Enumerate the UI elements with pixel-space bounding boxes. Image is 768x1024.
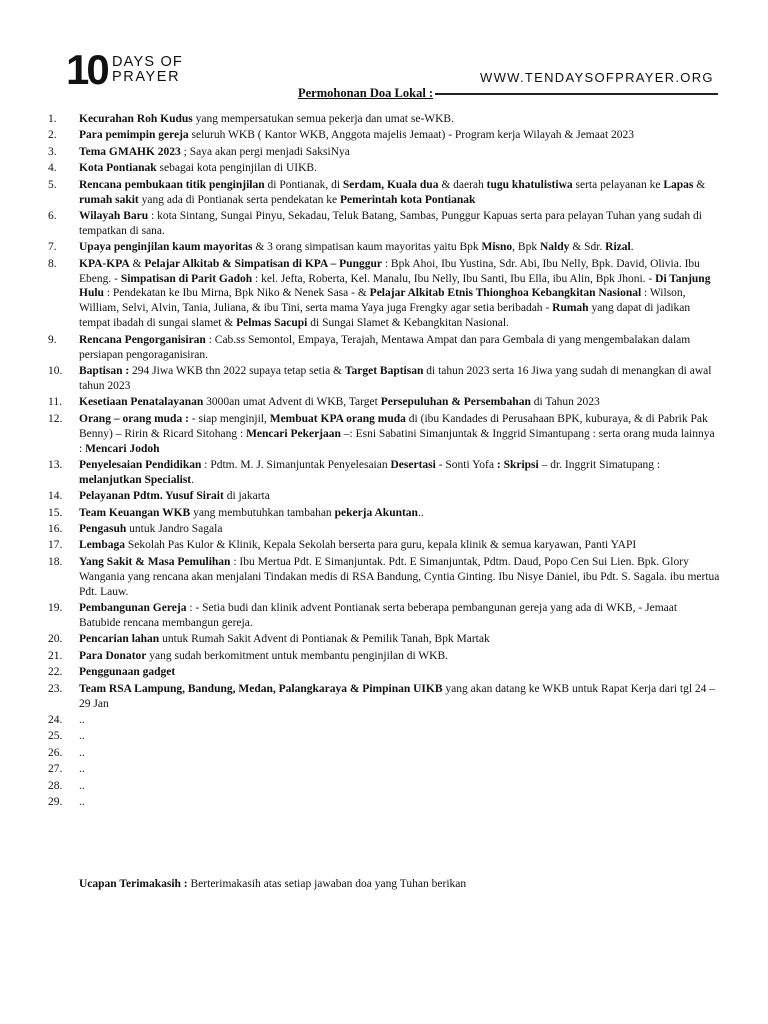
item-bold-text: Pembangunan Gereja: [79, 602, 187, 615]
item-text: di Sungai Slamet & Kebangkitan Nasional.: [307, 317, 509, 330]
prayer-item: [48, 257, 720, 332]
item-bold-text: pekerja Akuntan: [334, 506, 418, 519]
item-text: sebagai kota penginjilan di UIKB.: [156, 162, 317, 175]
document-title: Permohonan Doa Lokal :: [298, 86, 434, 100]
item-text: &: [693, 178, 706, 191]
item-bold-text: Target Baptisan: [344, 365, 424, 377]
item-number: 18.: [48, 555, 63, 568]
item-number: 26.: [48, 746, 63, 759]
item-bold-text: Pengasuh: [79, 523, 127, 536]
item-bold-text: Membuat KPA orang muda: [269, 412, 406, 425]
item-bold-text: Misno: [481, 241, 513, 254]
item-number: 5.: [48, 178, 57, 191]
item-text: yang sudah berkomitment untuk membantu penginjilan di WKB.: [146, 649, 449, 662]
item-bold-text: Kecurahan Roh Kudus: [79, 113, 193, 125]
item-bold-text: : Skripsi: [496, 458, 539, 471]
item-number: 24.: [48, 713, 63, 726]
item-bold-text: Rencana pembukaan titik penginjilan: [79, 178, 265, 191]
item-bold-text: Tema GMAHK 2023: [79, 145, 181, 158]
item-bold-text: melanjutkan Specialist: [79, 473, 192, 486]
item-number: 19.: [48, 602, 63, 615]
item-text: .: [630, 241, 634, 254]
item-bold-text: Pelayanan Pdtm. Yusuf Sirait: [79, 490, 224, 503]
item-bold-text: Penyelesaian Pendidikan: [79, 458, 202, 471]
item-text: ; Saya akan pergi menjadi SaksiNya: [180, 145, 350, 158]
item-number: 14.: [48, 490, 63, 503]
closing-note: [79, 877, 466, 892]
item-text: : Pendekatan ke Ibu Mirna, Bpk Niko & Nenek Sasa - &: [103, 287, 370, 300]
item-bold-text: Pelajar Alkitab & Simpatisan di KPA – Punggur: [144, 257, 382, 270]
item-number: 7.: [48, 241, 57, 254]
prayer-item: [48, 161, 720, 176]
item-bold-text: Pelmas Sacupi: [236, 317, 308, 330]
logo-line-1: DAYS OF: [112, 54, 183, 70]
item-text: : Wilson, William, Selvi, Alvin, Tania, Juliana, & ibu Tini, serta mama Yaya juga Frengky agar setia beribadah -: [79, 287, 686, 315]
item-text: di jakarta: [223, 490, 270, 503]
item-text: di tahun 2023 serta 16 Jiwa yang sudah di menangkan di awal tahun 2023: [79, 365, 712, 392]
item-text: : kota Sintang, Sungai Pinyu, Sekadau, Teluk Batang, Sambas, Punggur Kapuas serta para pelayan Tuhan yang sudah di tempatkan di sana.: [79, 209, 702, 237]
item-text: , Bpk: [512, 241, 540, 254]
item-text: - siap menginjil,: [188, 412, 270, 425]
item-number: 27.: [48, 763, 63, 776]
item-number: 21.: [48, 649, 63, 662]
prayer-item: [48, 762, 720, 777]
item-bold-text: Upaya penginjilan kaum mayoritas: [79, 241, 253, 254]
item-bold-text: Lapas: [663, 178, 694, 191]
prayer-item: [48, 458, 720, 488]
item-text: 3000an umat Advent di WKB, Target: [203, 396, 381, 409]
item-bold-text: Pemerintah kota Pontianak: [339, 193, 476, 206]
item-bold-text: rumah sakit: [79, 193, 139, 206]
prayer-item: [48, 665, 720, 680]
prayer-item: [48, 240, 720, 255]
prayer-item: [48, 395, 720, 410]
item-text: : - Setia budi dan klinik advent Pontianak serta beberapa pembangunan gereja yang ada di WKB, - Jemaat Batubide rencana membangun gereja.: [79, 602, 678, 629]
item-text: untuk Rumah Sakit Advent di Pontianak & Pemilik Tanah, Bpk Martak: [159, 633, 490, 646]
item-number: 23.: [48, 682, 63, 695]
item-text: : kel. Jefta, Roberta, Kel. Manalu, Ibu Nelly, Ibu Santi, Ibu Ella, ibu Alin, Bpk Jhoni. -: [252, 272, 656, 285]
item-number: 17.: [48, 539, 63, 552]
item-bold-text: Baptisan :: [79, 365, 130, 377]
item-text: yang dapat di jadikan tempat ibadah di sungai slamet &: [79, 302, 691, 330]
prayer-item: [48, 682, 720, 712]
prayer-item: [48, 649, 720, 664]
item-number: 11.: [48, 396, 62, 409]
item-number: 2.: [48, 129, 57, 142]
item-text: ..: [79, 779, 85, 792]
item-text: di Tahun 2023: [530, 396, 600, 409]
item-bold-text: Rumah: [552, 302, 589, 315]
prayer-item: [48, 128, 720, 143]
item-text: : Bpk Ahoi, Ibu Yustina, Sdr. Abi, Ibu Nelly, Bpk. David, Olivia. Ibu Ebeng. -: [79, 257, 700, 285]
item-number: 22.: [48, 666, 63, 679]
item-text: –: Esni Sabatini Simanjuntak & Inggrid Simantupang : serta orang muda lainnya :: [79, 427, 715, 455]
item-bold-text: Orang – orang muda :: [79, 412, 189, 425]
item-text: &: [129, 257, 145, 270]
item-text: yang ada di Pontianak serta pendekatan ke: [138, 193, 340, 206]
prayer-item: [48, 412, 720, 457]
item-number: 4.: [48, 162, 57, 175]
prayer-item: [48, 333, 720, 363]
prayer-item: [48, 145, 720, 160]
item-number: 9.: [48, 333, 57, 346]
item-number: 20.: [48, 633, 63, 646]
item-number: 28.: [48, 779, 63, 792]
item-text: seluruh WKB ( Kantor WKB, Anggota majelis Jemaat) - Program kerja Wilayah & Jemaat 2023: [188, 129, 635, 142]
prayer-item: [48, 601, 720, 631]
item-text: ..: [79, 730, 85, 743]
item-bold-text: tugu khatulistiwa: [486, 178, 573, 191]
logo-line-2: PRAYER: [112, 69, 181, 85]
website-url: WWW.TENDAYSOFPRAYER.ORG: [480, 70, 714, 85]
item-number: 13.: [48, 458, 63, 471]
item-text: Sekolah Pas Kulor & Klinik, Kepala Sekolah berserta para guru, kepala klinik & semua karyawan, Panti YAPI: [125, 539, 637, 552]
prayer-item: [48, 632, 720, 647]
item-text: untuk Jandro Sagala: [126, 523, 223, 536]
prayer-item: [48, 779, 720, 794]
item-text: yang mempersatukan semua pekerja dan umat se-WKB.: [192, 113, 454, 125]
prayer-item: [48, 555, 720, 600]
item-bold-text: Kota Pontianak: [79, 162, 157, 175]
item-number: 16.: [48, 523, 63, 536]
item-bold-text: Rizal: [605, 241, 631, 254]
prayer-item: [48, 364, 720, 394]
prayer-item: [48, 746, 720, 761]
item-bold-text: Team Keuangan WKB: [79, 506, 191, 519]
item-text: & daerah: [438, 178, 487, 191]
item-number: 6.: [48, 209, 57, 222]
item-bold-text: Para Donator: [79, 649, 147, 662]
item-number: 12.: [48, 412, 63, 425]
item-text: ..: [417, 506, 424, 519]
item-number: 15.: [48, 506, 63, 519]
item-bold-text: KPA-KPA: [79, 257, 130, 270]
item-text: : Cab.ss Semontol, Empaya, Terajah, Mentawa Ampat dan para Gembala di yang mengembalakan dalam persiapan pengoraganisiran.: [79, 333, 691, 361]
item-bold-text: Pelajar Alkitab Etnis Thionghoa Kebangkitan Nasional: [369, 287, 642, 300]
item-text: di (ibu Kandades di Perusahaan BPK, kuburaya, & di Pabrik Pak Benny) – Ririn & Ricard Sitohang :: [79, 412, 708, 440]
item-text: yang membutuhkan tambahan: [190, 506, 335, 519]
item-text: ..: [79, 746, 85, 759]
item-bold-text: Wilayah Baru: [79, 209, 149, 222]
item-bold-text: Simpatisan di Parit Gadoh: [120, 272, 253, 285]
item-bold-text: Naldy: [539, 241, 570, 254]
item-number: 10.: [48, 365, 63, 377]
item-number: 29.: [48, 795, 63, 808]
item-bold-text: Mencari Pekerjaan: [246, 427, 341, 440]
prayer-item: [48, 489, 720, 504]
prayer-request-list: [48, 112, 720, 811]
item-bold-text: Mencari Jodoh: [85, 442, 160, 455]
item-bold-text: Para pemimpin gereja: [79, 129, 189, 142]
item-number: 1.: [48, 113, 57, 125]
prayer-item: [48, 506, 720, 521]
item-bold-text: Pencarian lahan: [79, 633, 160, 646]
item-text: ..: [79, 713, 85, 726]
prayer-item: [48, 729, 720, 744]
prayer-item: [48, 209, 720, 239]
item-bold-text: Rencana Pengorganisiran: [79, 333, 206, 346]
item-text: & 3 orang simpatisan kaum mayoritas yaitu Bpk: [252, 241, 482, 254]
item-number: 8.: [48, 257, 57, 270]
item-text: ..: [79, 795, 85, 808]
item-text: & Sdr.: [569, 241, 606, 254]
item-number: 25.: [48, 730, 63, 743]
closing-label: Ucapan Terimakasih :: [79, 878, 188, 890]
item-number: 3.: [48, 145, 57, 158]
item-bold-text: Penggunaan gadget: [79, 666, 176, 679]
item-text: - Sonti Yofa: [435, 458, 497, 471]
item-text: ..: [79, 763, 85, 776]
item-text: serta pelayanan ke: [572, 178, 664, 191]
logo-number: 10: [66, 46, 107, 93]
prayer-item: [48, 713, 720, 728]
page-header: [0, 0, 768, 100]
prayer-item: [48, 522, 720, 537]
item-bold-text: Persepuluhan & Persembahan: [380, 396, 531, 409]
item-text: – dr. Inggrit Simatupang :: [538, 458, 661, 471]
item-bold-text: Kesetiaan Penatalayanan: [79, 396, 204, 409]
item-text: : Pdtm. M. J. Simanjuntak Penyelesaian: [201, 458, 391, 471]
item-bold-text: Di Tanjung Hulu: [79, 272, 711, 300]
prayer-item: [48, 795, 720, 810]
item-bold-text: Lembaga: [79, 539, 125, 552]
item-bold-text: Desertasi: [390, 458, 436, 471]
item-text: yang akan datang ke WKB untuk Rapat Kerja dari tgl 24 – 29 Jan: [79, 682, 716, 710]
item-text: di Pontianak, di: [264, 178, 343, 191]
item-bold-text: Serdam, Kuala dua: [342, 178, 439, 191]
item-bold-text: Team RSA Lampung, Bandung, Medan, Palangkaraya & Pimpinan UIKB: [79, 682, 443, 695]
prayer-item: [48, 112, 720, 127]
item-text: : Ibu Mertua Pdt. E Simanjuntak. Pdt. E Simanjuntak, Pdtm. Daud, Popo Cen Sui Lien. Bpk. Glory Wangania yang rencana akan menjalani Tindakan medis di RSA Bandung, Cyntia Ginting. Ibu Nisye Daniel, ibu Pdt. S. Sagala. ibu mertua Pdt. Lauw.: [79, 555, 720, 598]
item-text: 294 Jiwa WKB thn 2022 supaya tetap setia &: [129, 365, 345, 377]
prayer-item: [48, 538, 720, 553]
prayer-item: [48, 178, 720, 208]
item-bold-text: Yang Sakit & Masa Pemulihan: [79, 555, 231, 568]
item-text: .: [191, 473, 195, 486]
closing-text: Berterimakasih atas setiap jawaban doa yang Tuhan berikan: [187, 878, 467, 890]
